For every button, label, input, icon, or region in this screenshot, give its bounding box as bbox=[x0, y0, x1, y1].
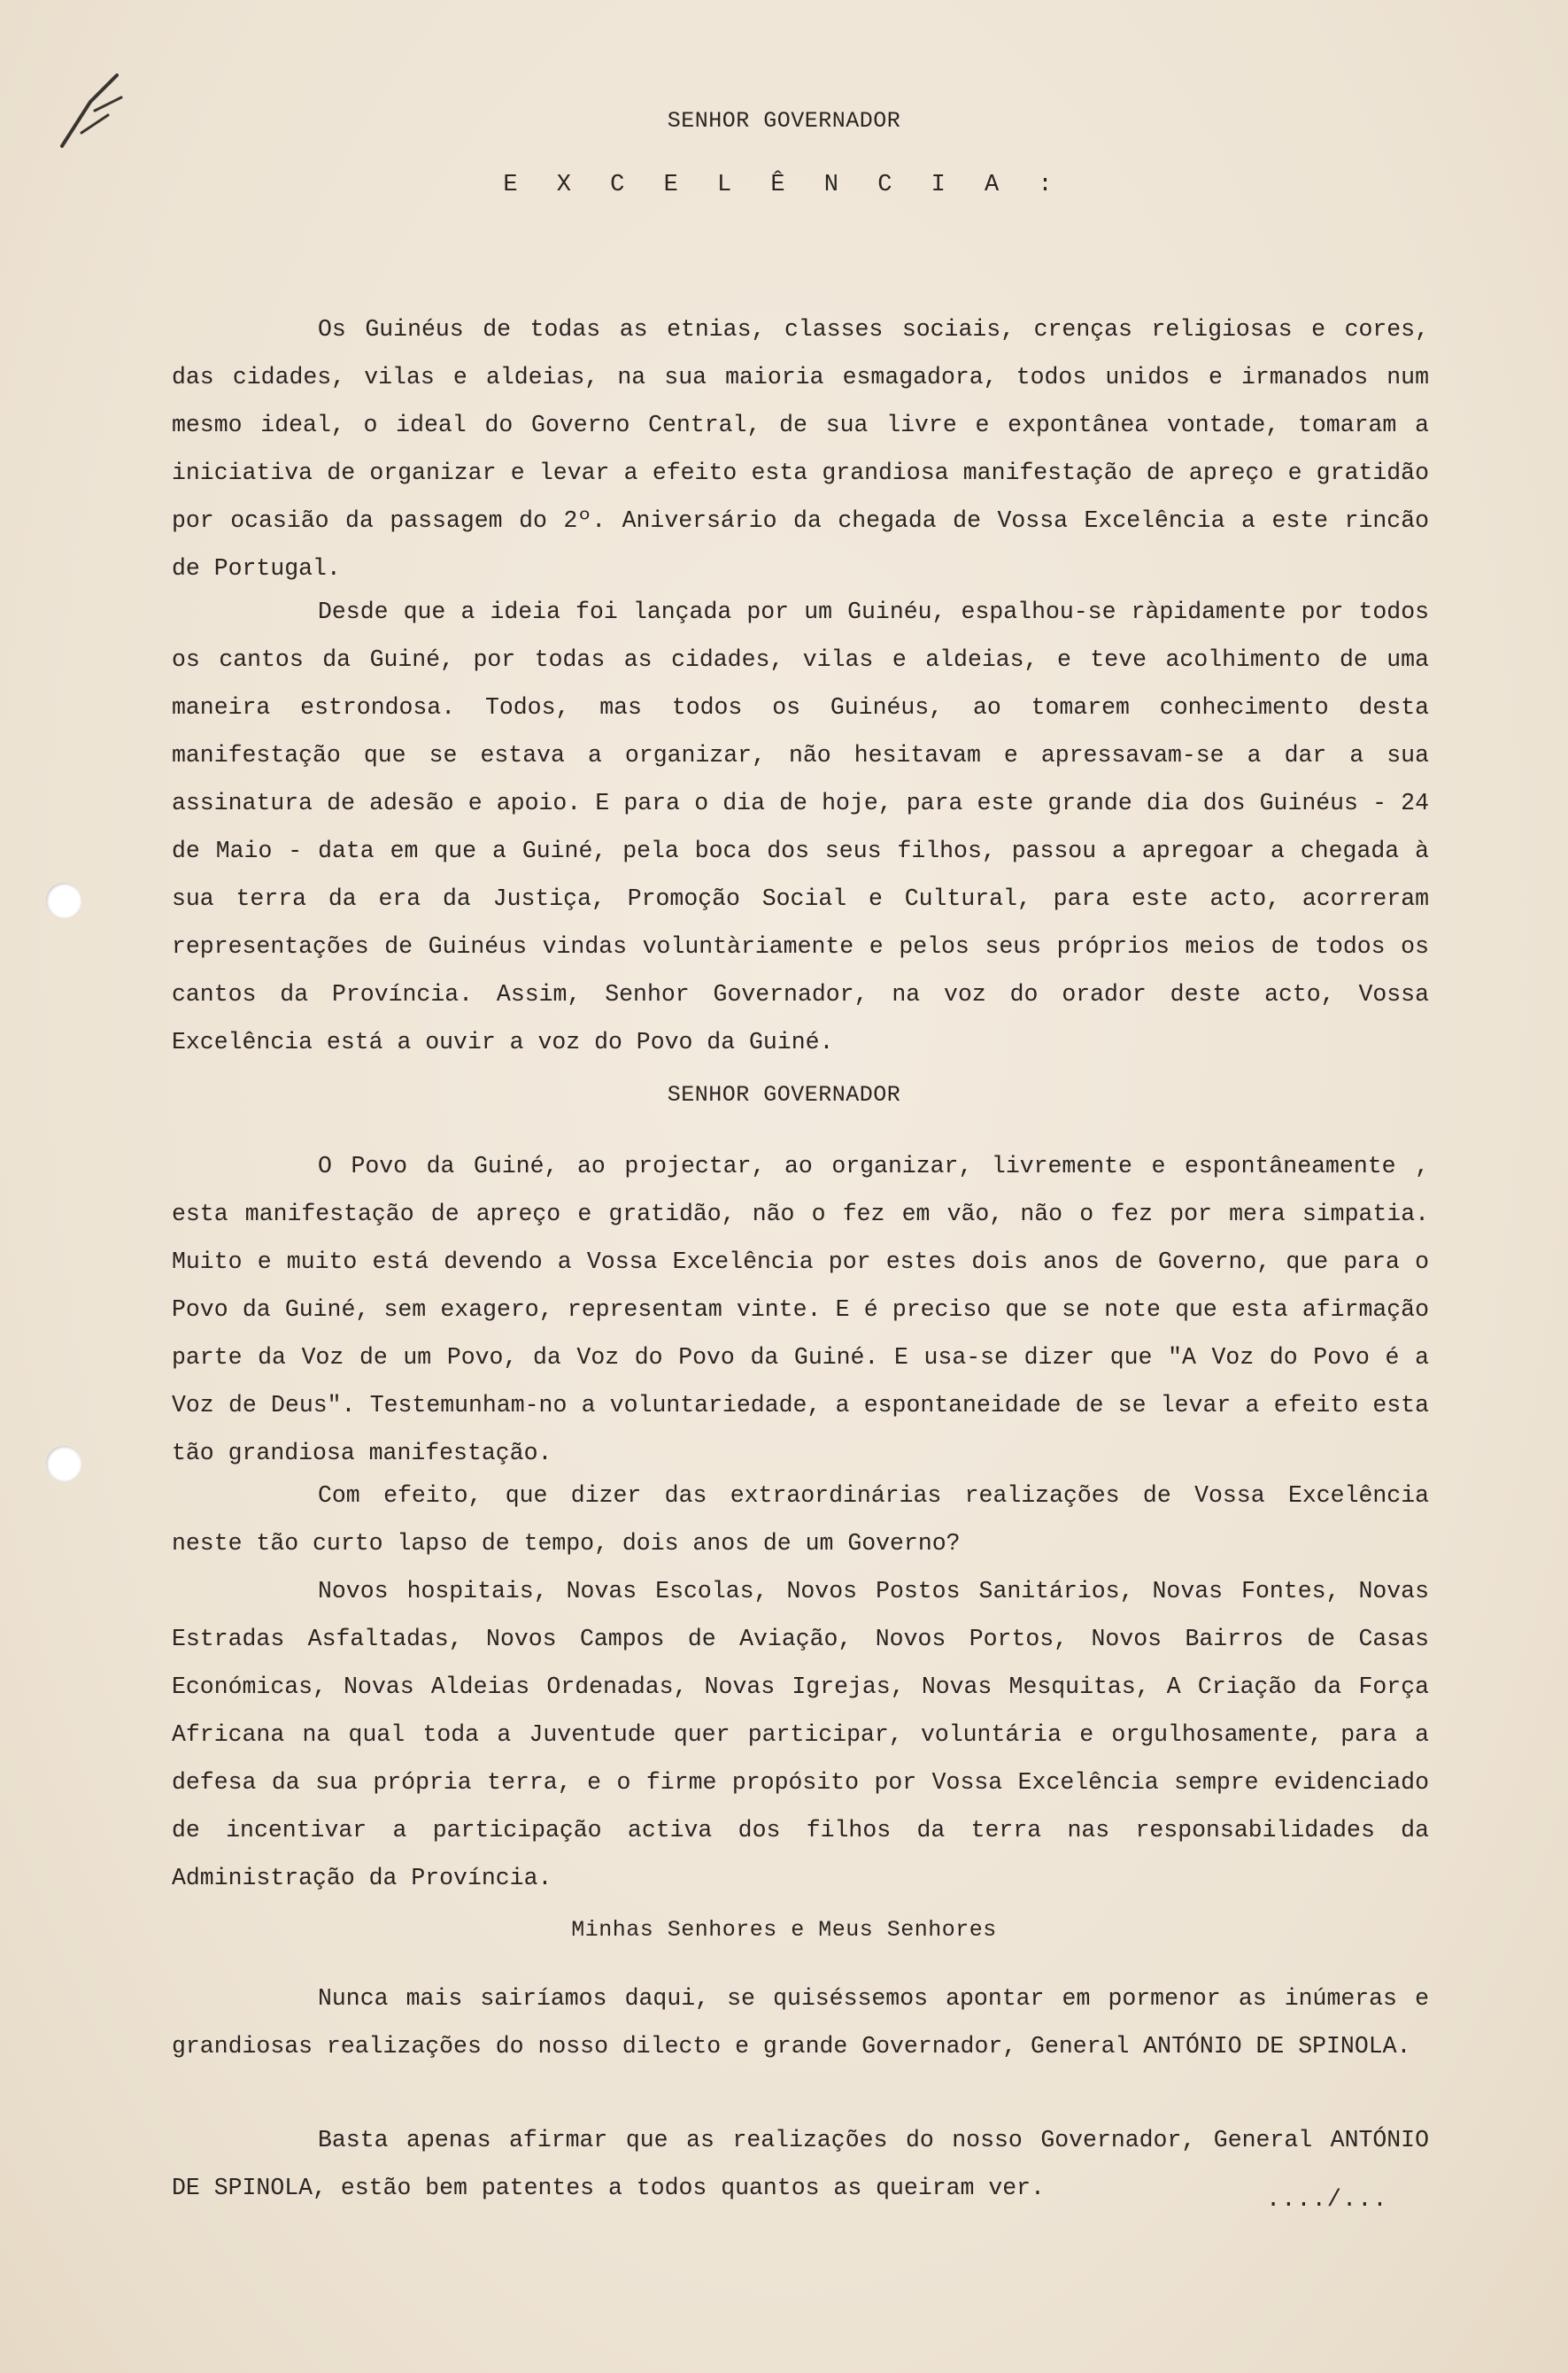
continuation-marker: ..../... bbox=[1266, 2187, 1388, 2214]
paragraph-7: Basta apenas afirmar que as realizações do nosso Governador, General ANTÓNIO DE SPINOLA, estão bem patentes a todos quantos as queiram ver. bbox=[172, 2127, 1429, 2201]
pencil-mark bbox=[55, 49, 135, 155]
paragraph-5: Novos hospitais, Novas Escolas, Novos Postos Sanitários, Novas Fontes, Novas Estradas Asfaltadas, Novos Campos de Aviação, Novos Portos, Novos Bairros de Casas Económicas, Novas Aldeias Ordenadas, Novas Igrejas, Novas Mesquitas, A Criação da Força Africana na qual toda a Juventude quer participar, voluntária e orgulhosamente, para a defesa da sua própria terra, e o firme propósito por Vossa Excelência sempre evidenciado de incentivar a participação activa dos filhos da terra nas responsabilidades da Administração da Província. bbox=[172, 1578, 1429, 1891]
heading-excelencia: E X C E L Ê N C I A : bbox=[503, 172, 1065, 198]
paragraph-4: Com efeito, que dizer das extraordinárias realizações de Vossa Excelência neste tão curto lapso de tempo, dois anos de um Governo? bbox=[172, 1482, 1429, 1557]
punch-hole-top bbox=[46, 883, 81, 918]
paragraph-6: Nunca mais sairíamos daqui, se quiséssemos apontar em pormenor as inúmeras e grandiosas realizações do nosso dilecto e grande Governador, General ANTÓNIO DE SPINOLA. bbox=[172, 1985, 1429, 2060]
punch-hole-bottom bbox=[46, 1446, 81, 1481]
paragraph-2: Desde que a ideia foi lançada por um Guinéu, espalhou-se ràpidamente por todos os cantos da Guiné, por todas as cidades, vilas e aldeias, e teve acolhimento de uma maneira estrondosa. Todos, mas todos os Guinéus, ao tomarem conhecimento desta manifestação que se estava a organizar, não hesitavam e apressavam-se a dar a sua assinatura de adesão e apoio. E para o dia de hoje, para este grande dia dos Guinéus - 24 de Maio - data em que a Guiné, pela boca dos seus filhos, passou a apregoar a chegada à sua terra da era da Justiça, Promoção Social e Cultural, para este acto, acorreram representações de Guinéus vindas voluntàriamente e pelos seus próprios meios de todos os cantos da Província. Assim, Senhor Governador, na voz do orador deste acto, Vossa Excelência está a ouvir a voz do Povo da Guiné. bbox=[172, 599, 1429, 1055]
paragraph-3: O Povo da Guiné, ao projectar, ao organizar, livremente e espontâneamente , esta manifestação de apreço e gratidão, não o fez em vão, não o fez por mera simpatia. Muito e muito está devendo a Vossa Excelência por estes dois anos de Governo, que para o Povo da Guiné, sem exagero, representam vinte. E é preciso que se note que esta afirmação parte da Voz de um Povo, da Voz do Povo da Guiné. E usa-se dizer que "A Voz do Povo é a Voz de Deus". Testemunham-no a voluntariedade, a espontaneidade de se levar a efeito esta tão grandiosa manifestação. bbox=[172, 1153, 1429, 1466]
heading-senhor-governador: SENHOR GOVERNADOR bbox=[667, 108, 901, 134]
heading-minhas-senhores: Minhas Senhores e Meus Senhores bbox=[571, 1917, 997, 1943]
paragraph-1: Os Guinéus de todas as etnias, classes sociais, crenças religiosas e cores, das cidades, vilas e aldeias, na sua maioria esmagadora, todos unidos e irmanados num mesmo ideal, o ideal do Governo Central, de sua livre e expontânea vontade, tomaram a iniciativa de organizar e levar a efeito esta grandiosa manifestação de apreço e gratidão por ocasião da passagem do 2º. Aniversário da chegada de Vossa Excelência a este rincão de Portugal. bbox=[172, 316, 1429, 582]
heading-senhor-governador-2: SENHOR GOVERNADOR bbox=[667, 1082, 901, 1108]
